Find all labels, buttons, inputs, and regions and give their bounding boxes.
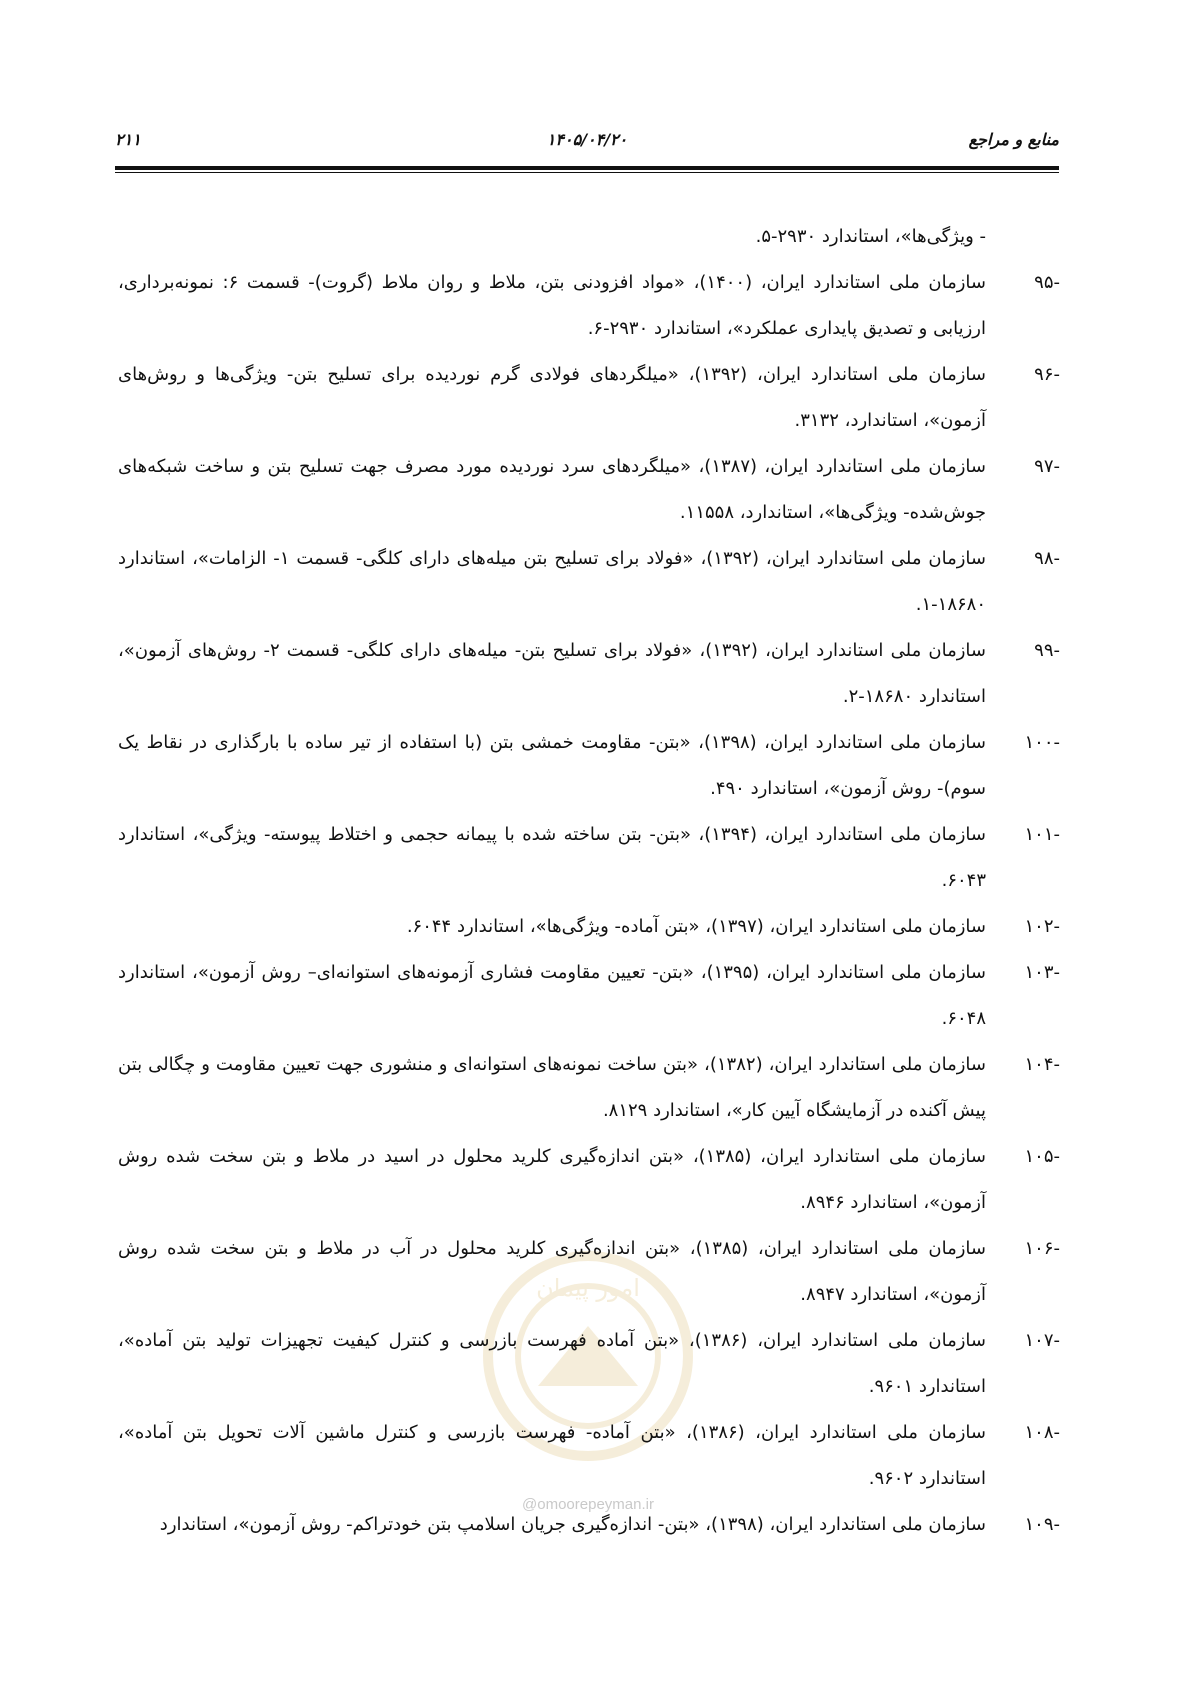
header-rule-thin	[115, 172, 1059, 173]
reference-text: سازمان ملی استاندارد ایران، (۱۴۰۰)، «مواد افزودنی بتن، ملاط و روان ملاط (گروت)- قسمت ۶: نمونه‌برداری، ارزیابی و تصدیق پایداری عملکرد»، استاندارد ۲۹۳۰-۶.	[118, 272, 986, 339]
reference-text: سازمان ملی استاندارد ایران، (۱۳۹۲)، «میلگردهای فولادی گرم نوردیده برای تسلیح بتن- ویژگی‌ها و روش‌های آزمون»، استاندارد، ۳۱۳۲.	[118, 364, 986, 431]
reference-number: -۱۰۴	[1024, 1054, 1060, 1075]
reference-continuation: - ویژگی‌ها»، استاندارد ۲۹۳۰-۵.	[755, 226, 986, 247]
reference-number: -۹۷	[1034, 456, 1060, 477]
page-number: ۲۱۱	[115, 130, 141, 149]
watermark-logo-text: امور پیمان	[536, 1274, 640, 1302]
reference-entry	[118, 904, 1060, 950]
reference-text: سازمان ملی استاندارد ایران، (۱۳۹۷)، «بتن آماده- ویژگی‌ها»، استاندارد ۶۰۴۴.	[406, 916, 986, 937]
reference-text: سازمان ملی استاندارد ایران، (۱۳۸۲)، «بتن ساخت نمونه‌های استوانه‌ای و منشوری جهت تعیین مقاومت و چگالی بتن پیش آکنده در آزمایشگاه آیین کار»، استاندارد ۸۱۲۹.	[118, 1054, 986, 1121]
reference-entry	[118, 1318, 1060, 1410]
header-date: ۱۴۰۵/۰۴/۲۰	[546, 130, 628, 149]
reference-entry	[118, 444, 1060, 536]
reference-number: -۱۰۷	[1024, 1330, 1060, 1351]
page-header	[115, 130, 1059, 160]
reference-text: سازمان ملی استاندارد ایران، (۱۳۹۴)، «بتن- بتن ساخته شده با پیمانه حجمی و اختلاط پیوسته- ویژگی»، استاندارد ۶۰۴۳.	[118, 824, 986, 891]
reference-text: سازمان ملی استاندارد ایران، (۱۳۸۵)، «بتن اندازه‌گیری کلرید محلول در آب در ملاط و بتن سخت شده روش آزمون»، استاندارد ۸۹۴۷.	[118, 1238, 986, 1305]
header-rule-thick	[115, 166, 1059, 170]
reference-number: -۹۸	[1034, 548, 1060, 569]
reference-text: سازمان ملی استاندارد ایران، (۱۳۹۲)، «فولاد برای تسلیح بتن میله‌های دارای کلگی- قسمت ۱- الزامات»، استاندارد ۱۸۶۸۰-۱.	[118, 548, 986, 615]
reference-entry	[118, 1042, 1060, 1134]
reference-number: -۱۰۱	[1024, 824, 1060, 845]
watermark-url: @omoorepeyman.ir	[522, 1496, 654, 1513]
reference-text: سازمان ملی استاندارد ایران، (۱۳۹۲)، «فولاد برای تسلیح بتن- میله‌های دارای کلگی- قسمت ۲- روش‌های آزمون»، استاندارد ۱۸۶۸۰-۲.	[118, 640, 986, 707]
reference-entry	[118, 720, 1060, 812]
section-title: منابع و مراجع	[968, 130, 1059, 149]
reference-entry	[118, 536, 1060, 628]
reference-text: سازمان ملی استاندارد ایران، (۱۳۸۵)، «بتن اندازه‌گیری کلرید محلول در اسید در ملاط و بتن سخت شده روش آزمون»، استاندارد ۸۹۴۶.	[118, 1146, 986, 1213]
reference-number: -۱۰۵	[1024, 1146, 1060, 1167]
reference-number: -۱۰۹	[1024, 1514, 1060, 1535]
reference-text: سازمان ملی استاندارد ایران، (۱۳۹۸)، «بتن- اندازه‌گیری جریان اسلامپ بتن خودتراکم- روش آزمون»، استاندارد	[159, 1514, 986, 1535]
reference-number: -۱۰۸	[1024, 1422, 1060, 1443]
reference-number: -۱۰۲	[1024, 916, 1060, 937]
reference-entry	[118, 1134, 1060, 1226]
reference-entry	[118, 812, 1060, 904]
reference-number: -۱۰۳	[1024, 962, 1060, 983]
reference-text: سازمان ملی استاندارد ایران، (۱۳۹۵)، «بتن- تعیین مقاومت فشاری آزمونه‌های استوانه‌ای– روش آزمون»، استاندارد ۶۰۴۸.	[118, 962, 986, 1029]
reference-entry	[118, 1410, 1060, 1502]
reference-text: سازمان ملی استاندارد ایران، (۱۳۸۷)، «میلگردهای سرد نوردیده مورد مصرف جهت تسلیح بتن و ساخت شبکه‌های جوش‌شده- ویژگی‌ها»، استاندارد، ۱۱۵۵۸.	[118, 456, 986, 523]
reference-number: -۱۰۶	[1024, 1238, 1060, 1259]
reference-entry	[118, 1502, 1060, 1548]
reference-entry	[118, 950, 1060, 1042]
reference-entry	[118, 628, 1060, 720]
reference-number: -۱۰۰	[1024, 732, 1060, 753]
reference-text: سازمان ملی استاندارد ایران، (۱۳۸۶)، «بتن آماده- فهرست بازرسی و کنترل ماشین آلات تحویل بتن آماده»، استاندارد ۹۶۰۲.	[118, 1422, 986, 1489]
reference-entry	[118, 260, 1060, 352]
reference-entry	[118, 352, 1060, 444]
reference-list	[118, 214, 1060, 1548]
reference-entry	[118, 1226, 1060, 1318]
reference-number: -۹۵	[1034, 272, 1060, 293]
reference-text: سازمان ملی استاندارد ایران، (۱۳۸۶)، «بتن آماده فهرست بازرسی و کنترل کیفیت تجهیزات تولید بتن آماده»، استاندارد ۹۶۰۱.	[118, 1330, 986, 1397]
reference-number: -۹۹	[1034, 640, 1060, 661]
reference-text: سازمان ملی استاندارد ایران، (۱۳۹۸)، «بتن- مقاومت خمشی بتن (با استفاده از تیر ساده با بارگذاری در نقاط یک سوم)- روش آزمون»، استاندارد ۴۹۰.	[118, 732, 986, 799]
reference-number: -۹۶	[1034, 364, 1060, 385]
